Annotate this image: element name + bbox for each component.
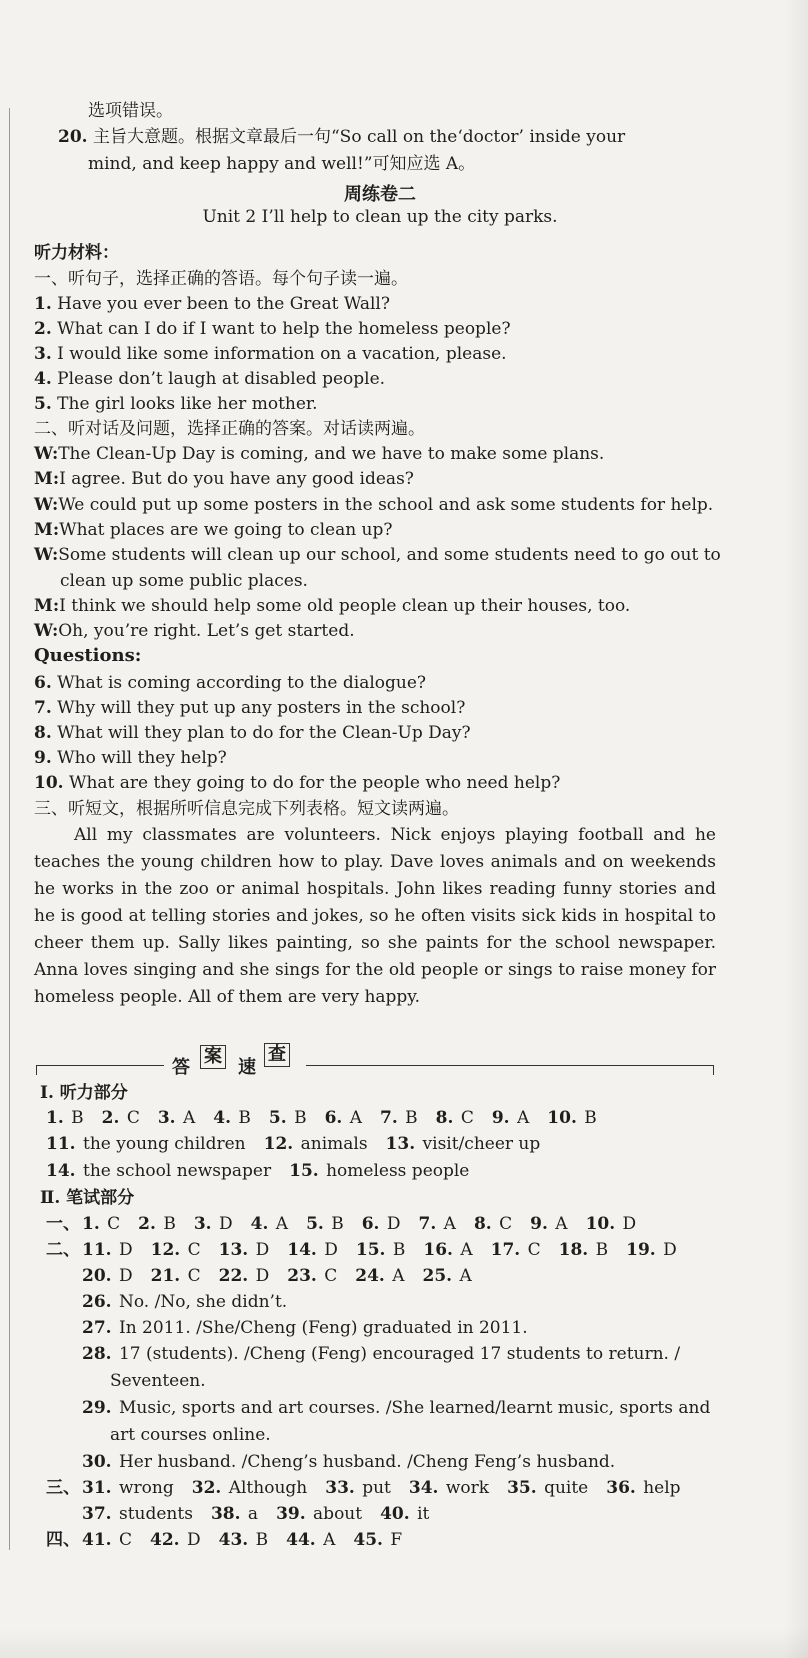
dialogue-line: [34, 519, 393, 541]
answer-29-num: 29.: [82, 1398, 112, 1418]
answer-value: D: [118, 1240, 133, 1260]
answer-number: 12.: [263, 1134, 294, 1154]
answer-number: 45.: [353, 1530, 383, 1550]
dialogue-text: The Clean-Up Day is coming, and we have to make some plans.: [58, 444, 605, 464]
answer-number: 21.: [150, 1266, 181, 1286]
answer-number: 20.: [82, 1266, 112, 1286]
answer-number: 4.: [250, 1214, 269, 1234]
answer-value: B: [392, 1240, 406, 1260]
answer-value: it: [417, 1504, 430, 1524]
answer-number: 7.: [418, 1214, 437, 1234]
answer-row-37-40: [82, 1503, 429, 1525]
answer-row-written-11-19: [46, 1239, 677, 1261]
answer-number: 33.: [325, 1478, 355, 1498]
answer-30-text: Her husband. /Cheng’s husband. /Cheng Feng’s husband.: [118, 1452, 616, 1472]
answer-value: D: [255, 1240, 270, 1260]
speaker-label: W:: [34, 444, 59, 464]
answer-value: B: [584, 1108, 597, 1128]
answer-value: Although: [228, 1478, 308, 1498]
dialogue-line: [34, 595, 630, 617]
question-item: [34, 672, 426, 694]
dialogue-line: [60, 570, 308, 592]
section-title: 周练卷二: [344, 184, 416, 205]
answer-number: 6.: [324, 1108, 343, 1128]
answer-row-11-13: [46, 1133, 540, 1155]
sentence-text: I would like some information on a vacation, please.: [57, 344, 507, 364]
answer-number: 9.: [530, 1214, 548, 1234]
banner-tick-right: [713, 1065, 714, 1075]
row-prefix: 三、: [46, 1478, 80, 1498]
part3-heading: 三、听短文，根据所听信息完成下列表格。短文读两遍。: [34, 799, 459, 819]
banner-rule-left: [36, 1065, 164, 1066]
answer-number: 39.: [276, 1504, 306, 1524]
speaker-label: M:: [34, 469, 60, 489]
answer-value: homeless people: [326, 1161, 470, 1181]
banner-char-3: 速: [238, 1057, 256, 1078]
dialogue-text: clean up some public places.: [60, 571, 308, 591]
answer-value: B: [405, 1108, 418, 1128]
question-number: 6.: [34, 673, 52, 693]
question-number: 8.: [34, 723, 52, 743]
answer-row-written-1-10: [46, 1213, 636, 1235]
answer-number: 2.: [101, 1108, 120, 1128]
answer-value: the school newspaper: [82, 1161, 272, 1181]
answer-value: B: [255, 1530, 269, 1550]
answer-value: D: [622, 1214, 637, 1234]
dialogue-text: What places are we going to clean up?: [59, 520, 393, 540]
answer-value: C: [527, 1240, 541, 1260]
question-text: Who will they help?: [57, 748, 227, 768]
answer-value: D: [118, 1266, 133, 1286]
answer-number: 31.: [82, 1478, 112, 1498]
answer-number: 37.: [82, 1504, 112, 1524]
answer-number: 9.: [491, 1108, 510, 1128]
answer-26: [82, 1291, 287, 1313]
question-number: 7.: [34, 698, 52, 718]
answer-27-text: In 2011. /She/Cheng (Feng) graduated in 2011.: [118, 1318, 528, 1338]
part2-title: Ⅱ. 笔试部分: [40, 1188, 135, 1208]
answer-number: 14.: [287, 1240, 317, 1260]
question-text: What are they going to do for the people who need help?: [68, 773, 561, 793]
answer-value: C: [107, 1214, 121, 1234]
answer-number: 13.: [385, 1134, 416, 1154]
answer-number: 8.: [473, 1214, 492, 1234]
section-subtitle: Unit 2 I’ll help to clean up the city parks.: [202, 207, 558, 227]
banner-tick-left: [36, 1065, 37, 1075]
dialogue-line: [34, 544, 721, 566]
answer-value: about: [313, 1504, 363, 1524]
answer-number: 3.: [157, 1108, 176, 1128]
answer-value: C: [187, 1240, 201, 1260]
answer-28-text: 17 (students). /Cheng (Feng) encouraged 17 students to return. /: [118, 1344, 681, 1364]
answer-number: 10.: [547, 1108, 577, 1128]
answer-value: A: [517, 1108, 530, 1128]
answer-value: D: [255, 1266, 270, 1286]
answer-28-num: 28.: [82, 1344, 112, 1364]
answer-30: [82, 1451, 615, 1473]
answer-number: 40.: [380, 1504, 410, 1524]
answer-number: 15.: [289, 1161, 319, 1181]
answer-number: 2.: [138, 1214, 156, 1234]
answer-28: [82, 1343, 680, 1365]
answer-27-num: 27.: [82, 1318, 112, 1338]
sentence-number: 1.: [34, 294, 52, 314]
answer-number: 34.: [408, 1478, 439, 1498]
answer-26-text: No. /No, she didn’t.: [118, 1292, 288, 1312]
answer-number: 22.: [218, 1266, 249, 1286]
answer-number: 3.: [193, 1214, 212, 1234]
sentence-item: [34, 368, 385, 390]
answer-number: 8.: [435, 1108, 454, 1128]
answer-value: B: [294, 1108, 307, 1128]
answer-value: A: [392, 1266, 405, 1286]
answer-number: 36.: [606, 1478, 636, 1498]
question-text: What is coming according to the dialogue?: [57, 673, 427, 693]
answer-value: C: [118, 1530, 132, 1550]
answer-value: A: [323, 1530, 336, 1550]
item-20-number: 20.: [58, 127, 88, 147]
dialogue-text: Oh, you’re right. Let’s get started.: [58, 621, 355, 641]
answer-value: A: [275, 1214, 289, 1234]
banner-char-4: 查: [264, 1043, 290, 1067]
dialogue-text: I think we should help some old people clean up their houses, too.: [59, 596, 631, 616]
question-text: Why will they put up any posters in the school?: [57, 698, 466, 718]
answer-value: help: [643, 1478, 681, 1498]
item-20-text: 主旨大意题。根据文章最后一句“So call on the‘doctor’ inside your: [92, 127, 626, 147]
answer-number: 5.: [268, 1108, 287, 1128]
speaker-label: W:: [34, 621, 59, 641]
sentence-number: 5.: [34, 394, 52, 414]
answer-number: 6.: [361, 1214, 380, 1234]
answer-number: 41.: [82, 1530, 112, 1550]
question-item: [34, 697, 465, 719]
answer-value: C: [324, 1266, 338, 1286]
prev-answer-tail: 选项错误。: [88, 101, 173, 121]
answer-number: 19.: [626, 1240, 656, 1260]
answer-28-cont: Seventeen.: [110, 1371, 206, 1391]
answer-value: B: [163, 1214, 176, 1234]
answer-number: 42.: [150, 1530, 180, 1550]
question-item: [34, 722, 471, 744]
answer-value: A: [182, 1108, 196, 1128]
answer-value: the young children: [82, 1134, 246, 1154]
answer-value: B: [331, 1214, 344, 1234]
answer-number: 14.: [46, 1161, 76, 1181]
answer-number: 25.: [422, 1266, 453, 1286]
dialogue-line: [34, 468, 414, 490]
answer-value: F: [390, 1530, 403, 1550]
answer-value: D: [186, 1530, 201, 1550]
answer-row-41-45: [46, 1529, 402, 1551]
row-prefix: 一、: [46, 1214, 80, 1234]
left-margin-rule: [9, 108, 10, 1550]
answer-number: 13.: [218, 1240, 249, 1260]
answer-30-num: 30.: [82, 1452, 112, 1472]
passage-text: All my classmates are volunteers. Nick enjoys playing football and he teaches the young children how to play. Dave loves animals and on weekends he works in the zoo or animal hospitals. John likes reading funny stories and he is good at telling stories and jokes, so he often visits sick kids in hospital to cheer them up. Sally likes painting, so she paints for the school newspaper. Anna loves singing and she sings for the old people or sings to raise money for homeless people. All of them are very happy.: [34, 825, 716, 1007]
answer-value: quite: [544, 1478, 589, 1498]
answer-29-text: Music, sports and art courses. /She learned/learnt music, sports and: [118, 1398, 711, 1418]
sentence-text: Please don’t laugh at disabled people.: [57, 369, 386, 389]
answer-number: 38.: [210, 1504, 241, 1524]
sentence-item: [34, 318, 511, 340]
answer-value: C: [187, 1266, 201, 1286]
answer-value: animals: [300, 1134, 368, 1154]
part1-title: Ⅰ. 听力部分: [40, 1083, 128, 1103]
dialogue-text: I agree. But do you have any good ideas?: [59, 469, 414, 489]
page-edge-shadow: [784, 0, 808, 1658]
sentence-number: 3.: [34, 344, 52, 364]
part1-heading: 一、听句子，选择正确的答语。每个句子读一遍。: [34, 269, 408, 289]
answer-value: A: [459, 1266, 472, 1286]
answer-number: 18.: [558, 1240, 589, 1260]
item-20-line2: mind, and keep happy and well!”可知应选 A。: [88, 154, 476, 174]
answer-number: 23.: [287, 1266, 317, 1286]
answer-number: 43.: [218, 1530, 249, 1550]
answer-number: 17.: [490, 1240, 521, 1260]
answer-number: 11.: [82, 1240, 112, 1260]
answer-number: 7.: [380, 1108, 398, 1128]
dialogue-line: [34, 443, 604, 465]
answer-value: visit/cheer up: [422, 1134, 541, 1154]
answer-value: A: [349, 1108, 363, 1128]
sentence-item: [34, 343, 507, 365]
speaker-label: M:: [34, 596, 60, 616]
answer-banner: [34, 1043, 716, 1077]
answer-29: [82, 1397, 710, 1419]
answer-number: 16.: [423, 1240, 453, 1260]
dialogue-line: [34, 620, 355, 642]
answer-number: 44.: [286, 1530, 316, 1550]
answer-number: 24.: [355, 1266, 385, 1286]
sentence-item: [34, 293, 390, 315]
answer-value: A: [460, 1240, 473, 1260]
listening-passage: [34, 822, 716, 1011]
answer-value: B: [238, 1108, 251, 1128]
page-bottom-shadow: [0, 1628, 808, 1658]
answer-value: D: [218, 1214, 233, 1234]
answer-number: 32.: [191, 1478, 222, 1498]
answer-value: work: [445, 1478, 490, 1498]
banner-char-2: 案: [200, 1045, 226, 1069]
answer-value: students: [118, 1504, 193, 1524]
listening-heading: 听力材料：: [34, 243, 119, 263]
answer-value: D: [663, 1240, 677, 1260]
answer-value: put: [362, 1478, 391, 1498]
dialogue-text: We could put up some posters in the school and ask some students for help.: [58, 495, 714, 515]
answer-value: wrong: [118, 1478, 174, 1498]
answer-27: [82, 1317, 528, 1339]
answer-29-cont: art courses online.: [110, 1425, 271, 1445]
speaker-label: M:: [34, 520, 60, 540]
dialogue-text: Some students will clean up our school, and some students need to go out to: [58, 545, 721, 565]
answer-number: 12.: [150, 1240, 181, 1260]
question-item: [34, 772, 560, 794]
answer-number: 10.: [585, 1214, 616, 1234]
sentence-number: 2.: [34, 319, 52, 339]
answer-value: D: [324, 1240, 338, 1260]
sentence-text: The girl looks like her mother.: [57, 394, 318, 414]
dialogue-line: [34, 494, 713, 516]
answer-26-num: 26.: [82, 1292, 112, 1312]
answer-number: 35.: [507, 1478, 537, 1498]
sentence-text: Have you ever been to the Great Wall?: [57, 294, 390, 314]
answer-number: 4.: [213, 1108, 232, 1128]
answer-row-1-10: [46, 1107, 597, 1129]
sentence-number: 4.: [34, 369, 52, 389]
answer-number: 1.: [82, 1214, 100, 1234]
answer-row-31-36: [46, 1477, 681, 1499]
answer-value: a: [247, 1504, 259, 1524]
answer-value: A: [555, 1214, 568, 1234]
question-number: 10.: [34, 773, 64, 793]
answer-row-14-15: [46, 1160, 469, 1182]
answer-row-written-20-25: [82, 1265, 472, 1287]
row-prefix: 二、: [46, 1240, 80, 1260]
answer-value: C: [126, 1108, 140, 1128]
answer-number: 1.: [46, 1108, 64, 1128]
speaker-label: W:: [34, 545, 59, 565]
answer-number: 5.: [306, 1214, 324, 1234]
answer-number: 11.: [46, 1134, 76, 1154]
answer-value: B: [71, 1108, 84, 1128]
sentence-item: [34, 393, 318, 415]
answer-value: D: [386, 1214, 401, 1234]
answer-value: C: [460, 1108, 474, 1128]
banner-char-1: 答: [172, 1057, 190, 1078]
questions-heading: Questions:: [34, 645, 142, 666]
part2-heading: 二、听对话及问题，选择正确的答案。对话读两遍。: [34, 419, 425, 439]
answer-value: C: [499, 1214, 513, 1234]
question-text: What will they plan to do for the Clean-Up Day?: [57, 723, 471, 743]
answer-value: B: [595, 1240, 609, 1260]
sentence-text: What can I do if I want to help the homeless people?: [57, 319, 511, 339]
row-prefix: 四、: [46, 1530, 80, 1550]
answer-number: 15.: [355, 1240, 386, 1260]
speaker-label: W:: [34, 495, 59, 515]
item-20-line1: [58, 126, 625, 148]
banner-rule-right: [306, 1065, 714, 1066]
question-item: [34, 747, 227, 769]
question-number: 9.: [34, 748, 52, 768]
answer-value: A: [443, 1214, 456, 1234]
